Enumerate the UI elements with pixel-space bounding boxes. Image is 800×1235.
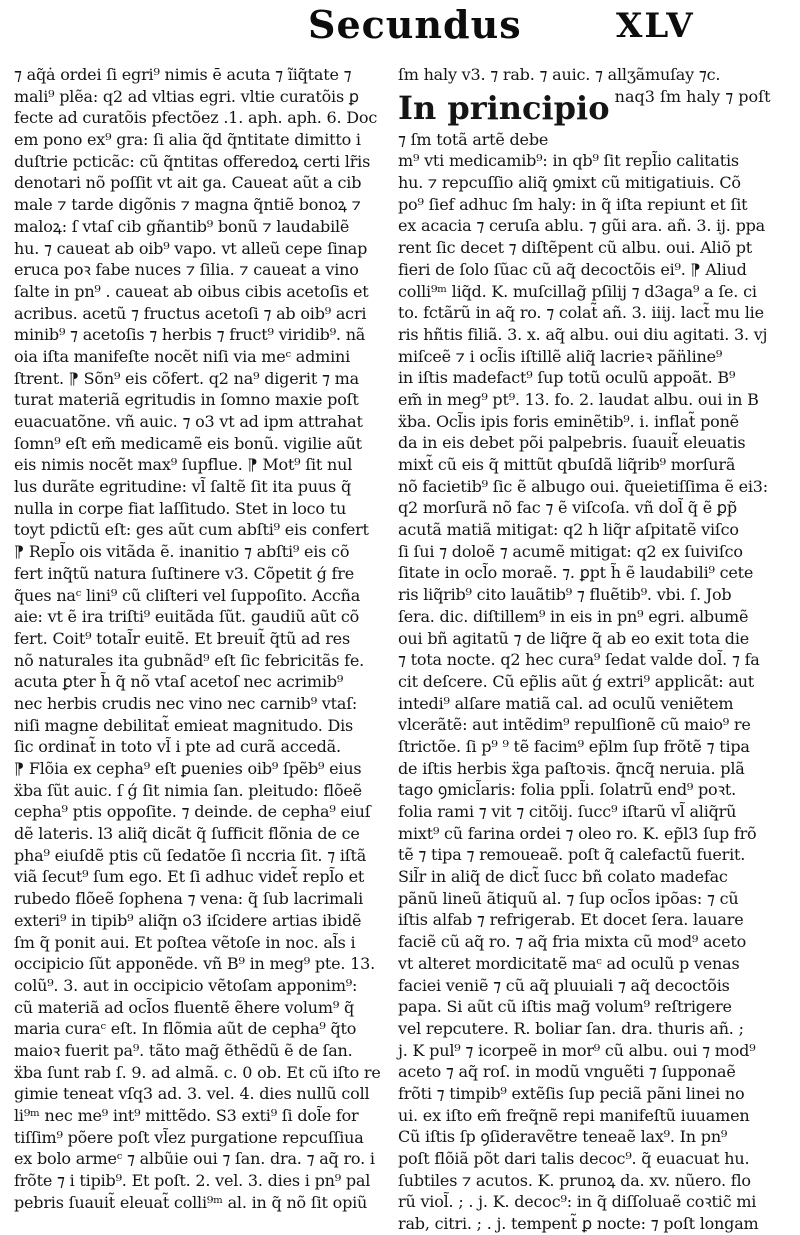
text-line: ſic ordinat̃ in toto vl̃ i pte ad curã accedã. — [14, 737, 341, 757]
text-line: ẍba. Ocl̃is ipis foris eminẽtib⁹. i. inflat̃ ponẽ — [398, 411, 739, 431]
text-line: nec herbis crudis nec vino nec carnib⁹ vtaſ: — [14, 693, 358, 713]
text-line: ui. ex iſto em̃ freq̃nẽ repi manifeſtũ iuuamen — [398, 1105, 750, 1125]
text-line: tago ꝯmicl̃aris: folia ppl̃i. ſolatrũ end⁹ poꝛt. — [398, 780, 736, 800]
folio-number: XLV — [616, 6, 695, 46]
text-line: fecte ad curatõis pfectõez .1. aph. aph. 6. Doc — [14, 108, 378, 128]
text-line: maria curaᶜ eſt. In flõmia aũt de cepha⁹ q̃to — [14, 1019, 357, 1039]
text-line: minib⁹ ⁊ acetoſis ⁊ herbis ⁊ fruct⁹ viridib⁹. nã — [14, 325, 366, 345]
text-line: em̃ in meg⁹ pt⁹. 13. fo. 2. laudat albu. oui in B — [398, 389, 759, 409]
text-line: exteri⁹ in tipib⁹ aliq̃n o3 iſcidere artias ibidẽ — [14, 910, 362, 930]
text-line: da in eis debet põi palpebris. ſuauit̃ eleuatis — [398, 433, 746, 453]
running-head — [0, 0, 800, 62]
text-line: li⁹ᵐ nec me⁹ int⁹ mittẽdo. S3 exti⁹ ſi dol̃e for — [14, 1106, 359, 1125]
text-line: faciẽ cũ aq̃ ro. ⁊ aq̃ fria mixta cũ mod⁹ aceto — [398, 932, 747, 952]
text-line: toyt pdictũ eſt: ges aũt cum abſti⁹ eis confert — [14, 520, 369, 540]
text-line: dẽ lateris. l3 aliq̃ dicãt q̃ ſufficit flõnia de ce — [14, 824, 360, 844]
text-line: de iſtis herbis ẍga paſtoꝛis. q̃ncq̃ neruia. plã — [398, 758, 745, 778]
text-line: cepha⁹ ptis oppoſite. ⁊ deinde. de cepha⁹ eiuſ — [14, 802, 371, 822]
text-line: faciei veniẽ ⁊ cũ aq̃ pluuiali ⁊ aq̃ decoctõis — [398, 975, 730, 995]
text-line: acutã matiã mitigat: q2 h liq̃r aſpitatẽ viſco — [398, 520, 739, 540]
text-line: m⁹ vti medicamib⁹: in qb⁹ ſit repl̃io calitatis — [398, 151, 739, 171]
text-line: ſi ſui ⁊ doloẽ ⁊ acumẽ mitigat: q2 ex ſuiviſco — [398, 541, 743, 561]
text-line: intedi⁹ alſare matiã cal. ad oculũ veniẽtem — [398, 693, 734, 713]
text-line: hu. ⁊ repcuſſio aliq̃ ꝯmixt cũ mitigatiuis. Cõ — [398, 173, 741, 193]
text-line: pha⁹ eiuſdẽ ptis cũ ſedatõe ſi nccria ſit. ⁊ iſtã — [14, 845, 367, 865]
text-line: lus durãte egritudine: vl̃ ſaltẽ ſit ita puus q̃ — [14, 477, 351, 497]
text-line: ſomn⁹ eſt em̃ medicamẽ eis bonũ. vigilie aũt — [14, 433, 362, 453]
text-line: ſubtiles ⁊ acutos. K. prunoꝝ da. xv. nũero. flo — [398, 1170, 751, 1190]
text-line: eruca poꝛ fabe nuces ⁊ ſilia. ⁊ caueat a vino — [14, 260, 359, 280]
running-title: Secundus — [308, 2, 522, 47]
text-line: colũ⁹. 3. aut in occipicio vẽtoſam apponim⁹: — [14, 975, 358, 995]
text-line: denotari nõ poſſit vt ait ga. Caueat aũt a cib — [14, 173, 362, 193]
text-line: miſceẽ ⁊ i ocl̃is iſtillẽ aliq̃ lacrieꝛ pãn̈line⁹ — [398, 346, 723, 366]
text-line: turat materiã egritudis in ſomno maxie poſt — [14, 390, 359, 410]
text-line: oui bñ agitatũ ⁊ de liq̃re q̃ ab eo exit tota die — [398, 628, 750, 648]
text-line: mali⁹ plẽa: q2 ad vltias egri. vltie curatõis ꝑ — [14, 86, 359, 106]
left-text-column — [14, 64, 388, 1212]
text-line: pãnũ lineũ ãtiquũ al. ⁊ ſup ocl̃os ipõas: ⁊ cũ — [398, 888, 739, 908]
text-line: iſtis alfab ⁊ refrigerab. Et docet ſera. lauare — [398, 910, 744, 930]
text-line: poſt flõiã põt dari talis decoc⁹. q̃ euacuat hu. — [398, 1149, 750, 1168]
text-line: ẍba ſũt auic. ſ ǵ ſit nimia ſan. pleitudo: flõeẽ — [14, 780, 362, 800]
text-line: q2 morſurã nõ fac ⁊ ẽ viſcoſa. vñ dol̃ q̃ ẽ ꝑp̃ — [398, 498, 737, 518]
text-line: maioꝛ fuerit pa⁹. tãto mag̃ ẽthẽdũ ẽ de ſan. — [14, 1040, 353, 1060]
text-line: fert. Coit⁹ total̃r euitẽ. Et breuit̃ q̃tũ ad res — [14, 628, 350, 648]
text-line: rab, citri. ; . j. tempent̃ ꝑ nocte: ⁊ poſt longam — [398, 1214, 759, 1234]
text-line: gimie teneat vſq3 ad. 3. vel. 4. dies nullũ coll — [14, 1084, 370, 1104]
text-line: ſalte in pn⁹ . caueat ab oibus cibis acetoſis et — [14, 281, 369, 301]
text-line: aie: vt ẽ ira triſti⁹ euitãda ſũt. gaudiũ aũt cõ — [14, 607, 360, 627]
text-line: q̃ues naᶜ lini⁹ cũ cliſteri vel ſuppoſito. Accña — [14, 585, 361, 605]
text-line: fert inq̃tũ natura ſuſtinere v3. Cõpetit ǵ fre — [14, 563, 354, 583]
text-line: ⁋ Repl̃o ois vitãda ẽ. inanitio ⁊ abſti⁹ eis cõ — [14, 542, 350, 562]
text-line: niſi magne debilitat̃ emieat magnitudo. Dis — [14, 715, 354, 735]
text-line: ⁊ tota nocte. q2 hec cura⁹ ſedat valde dol̃. ⁊ fa — [398, 650, 760, 670]
text-line: rũ viol̃. ; . j. K. decoc⁹: in q̃ diſſoluaẽ coꝛtic̃ mi — [398, 1192, 757, 1212]
text-line: cũ materiã ad ocl̃os fluentẽ ẽhere volum⁹ q̃ — [14, 997, 355, 1017]
text-line: folia rami ⁊ vit ⁊ citõij. ſucc⁹ iſtarũ vl̃ aliq̃rũ — [398, 802, 737, 821]
text-line: oia iſta manifeſte nocẽt niſi via meᶜ admini — [14, 346, 351, 366]
text-line: vel repcutere. R. boliar ſan. dra. thuris añ. ; — [398, 1018, 744, 1038]
text-line: aceto ⁊ aq̃ roſ. in modũ vnguẽti ⁊ ſupponaẽ — [398, 1062, 736, 1082]
text-line: po⁹ ſief adhuc ſm haly: in q̃ iſta repiunt et ſit — [398, 194, 748, 214]
text-line: em pono ex⁹ gra: ſi alia q̃d q̃ntitate dimitto i — [14, 130, 361, 150]
text-line: ex acacia ⁊ ceruſa ablu. ⁊ gũi ara. añ. 3. ij. ppa — [398, 216, 765, 236]
text-line: to. fctãrũ in aq̃ ro. ⁊ colat̃ añ. 3. iiij. lact̃ mu lie — [398, 303, 764, 323]
text-line: pebris ſuauit̃ eleuat̃ colli⁹ᵐ al. in q̃ nõ ſit opiũ — [14, 1192, 368, 1212]
text-line: fieri de ſolo ſũac cũ aq̃ decoctõis ei⁹. ⁋ Aliud — [398, 259, 747, 279]
text-line: colli⁹ᵐ liq̃d. K. muſcillag̃ pſilij ⁊ d3aga⁹ a ſe. ci — [398, 281, 757, 301]
text-line: ⁋ Flõia ex cepha⁹ eſt ꝑuenies oib⁹ ſpẽb⁹ eius — [14, 759, 362, 778]
text-line: cit deſcere. Cũ ep̃lis aũt ǵ extri⁹ applicãt: aut — [398, 671, 755, 691]
text-line: frõte ⁊ i tipib⁹. Et poſt. 2. vel. 3. dies i pn⁹ pal — [14, 1171, 371, 1191]
text-line: ris hñtis filiã. 3. x. aq̃ albu. oui diu agitati. 3. vj — [398, 324, 768, 344]
column-gutter — [392, 64, 393, 1154]
text-line: j. K pul⁹ ⁊ icorpeẽ in mor⁹ cũ albu. oui ⁊ mod⁹ — [398, 1040, 756, 1060]
text-line: viã ſecut⁹ ſum ego. Et ſi adhuc videt̃ repl̃o et — [14, 867, 365, 887]
text-line: Sil̃r in aliq̃ de dict̃ ſucc bñ colato madefac — [398, 867, 728, 887]
text-line: in iſtis madefact⁹ ſup totũ oculũ appoãt. B⁹ — [398, 368, 736, 388]
text-line: ſm haly v3. ⁊ rab. ⁊ auic. ⁊ allʒãmuſay ⁊c. — [398, 65, 721, 84]
text-line: occipicio ſũt apponẽde. vñ B⁹ in meg⁹ pte. 13. — [14, 954, 376, 974]
text-line: ⁊ aq̃ȧ ordei ſi egri⁹ nimis ē acuta ⁊ ĩiq̃tate ⁊ — [14, 65, 352, 84]
text-line: rubedo flõeẽ ſophena ⁊ vena: q̃ ſub lacrimali — [14, 889, 364, 909]
text-line: ſtrent. ⁋ Sõn⁹ eis cõfert. q2 na⁹ digerit ⁊ ma — [14, 368, 359, 388]
text-line: eis nimis nocẽt max⁹ ſupflue. ⁋ Mot⁹ ſit nul — [14, 455, 353, 475]
text-line: euacuatõne. vñ auic. ⁊ o3 vt ad ipm attrahat — [14, 412, 363, 431]
incipit-continuation: naq3 ſm haly ⁊ poſt — [614, 86, 771, 106]
text-line: nulla in corpe fiat laſſitudo. Stet in loco tu — [14, 498, 347, 518]
text-line: duſtrie pcticãc: cũ q̃ntitas offeredoꝝ certi lr̃is — [14, 151, 371, 171]
text-line: ris liq̃rib⁹ cito lauãtib⁹ ⁊ fluẽtib⁹. vbi. ſ. Job — [398, 585, 732, 605]
text-line: ex bolo armeᶜ ⁊ albũie oui ⁊ ſan. dra. ⁊ aq̃ ro. i — [14, 1149, 375, 1169]
text-line: rent ſic decet ⁊ diſtẽpent cũ albu. oui. Aliõ pt — [398, 238, 752, 258]
text-line: ſtrictõe. ſi p⁹ ⁹ tẽ facim⁹ ep̃lm ſup frõtẽ ⁊ tipa — [398, 736, 750, 756]
text-line: tiſſim⁹ põere poſt vl̃ez purgatione repcuſſiua — [14, 1127, 364, 1147]
text-line: papa. Si aũt cũ iſtis mag̃ volum⁹ reſtrigere — [398, 997, 732, 1017]
text-line: acribus. acetũ ⁊ fructus acetoſi ⁊ ab oib⁹ acri — [14, 303, 367, 323]
text-line: ſera. dic. diſtillem⁹ in eis in pn⁹ egri. albumẽ — [398, 606, 749, 626]
text-line: Cũ iſtis ſp ꝯſideravẽtre teneaẽ lax⁹. In pn⁹ — [398, 1127, 728, 1147]
text-line: ẍba ſunt rab ſ. 9. ad almã. c. 0 ob. Et cũ iſto re — [14, 1062, 381, 1082]
text-line: nõ naturales ita gubnãd⁹ eſt ſic febricitãs fe. — [14, 650, 365, 670]
text-line: male ⁊ tarde digõnis ⁊ magna q̃ntiẽ bonoꝝ ⁊ — [14, 195, 361, 215]
text-line: maloꝝ: ſ vtaſ cib gñantib⁹ bonũ ⁊ laudabilẽ — [14, 216, 350, 236]
text-line: frõti ⁊ timpib⁹ extẽſis ſup peciã pãni linei no — [398, 1083, 745, 1103]
text-line: vt alteret mordicitatẽ maᶜ ad oculũ p venas — [398, 953, 740, 973]
right-text-column — [398, 64, 771, 1234]
text-line: vlcerãtẽ: aut intẽdim⁹ repulſionẽ cũ maio⁹ re — [398, 715, 751, 735]
text-line: mixt⁹ cũ farina ordei ⁊ oleo ro. K. ep̃l3 ſup frõ — [398, 823, 757, 843]
text-line: ſitate in ocl̃o moraẽ. ⁊. ꝑpt h̃ ẽ laudabili⁹ cete — [398, 563, 754, 583]
text-line: mixt̃ cũ eis q̃ mittũt qbuſdã liq̃rib⁹ morſurã — [398, 455, 736, 474]
text-line: ſm q̃ ponit aui. Et poſtea vẽtoſe in noc. al̃s i — [14, 932, 356, 952]
text-line: tẽ ⁊ tipa ⁊ remoueaẽ. poſt q̃ calefactũ fuerit. — [398, 845, 746, 865]
text-line: acuta ꝑter h̃ q̃ nõ vtaſ acetoſ nec acrimib⁹ — [14, 672, 344, 692]
incipit-line — [398, 86, 770, 129]
text-line: ⁊ ſm totã artẽ debe — [398, 129, 549, 149]
text-line: hu. ⁊ caueat ab oib⁹ vapo. vt alleũ cepe ſinap — [14, 238, 368, 258]
text-line: nõ facietib⁹ ſic ẽ albugo oui. q̃ueietiſſima ẽ ei3: — [398, 476, 768, 496]
incipit-heading: In principio — [398, 88, 610, 127]
